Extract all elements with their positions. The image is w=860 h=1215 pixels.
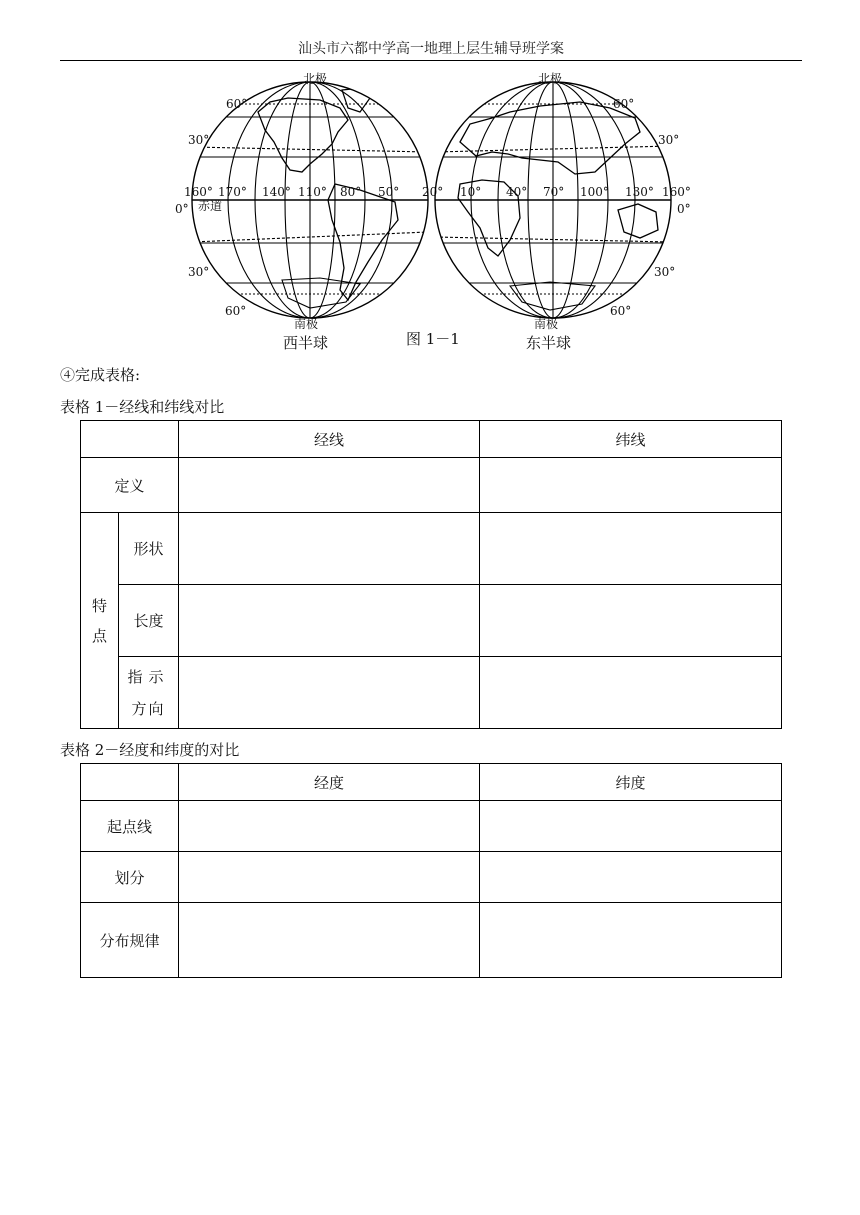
west-lon-label: 20° [422,185,444,199]
table-corner-cell [81,421,179,458]
table-row [81,585,782,657]
table-row [81,458,782,513]
table-row [81,421,782,458]
east-lon-label: 160° [662,185,691,199]
table-row [81,903,782,978]
west-lon-label: 80° [340,185,362,199]
row-label-shape: 形状 [119,513,179,585]
west-lon-label: 140° [262,185,291,199]
east-lat-label: 30° [654,265,676,279]
east-lat-label: 60° [610,304,632,318]
east-north-pole: 北极 [538,72,563,86]
row-label-direction-line1: 指示 [127,667,170,686]
answer-cell[interactable] [179,585,480,657]
answer-cell[interactable] [480,585,782,657]
east-lat-label: 0° [677,202,691,216]
answer-cell[interactable] [179,458,480,513]
east-lat-label: 60° [613,97,635,111]
row-label-direction-line2: 方向 [131,699,166,718]
answer-cell[interactable] [179,801,480,852]
answer-cell[interactable] [179,513,480,585]
answer-cell[interactable] [179,852,480,903]
west-lon-label: 160° [184,185,213,199]
table-meridian-parallel [80,420,782,729]
hemisphere-map [170,72,700,362]
table-row [81,764,782,801]
answer-cell[interactable] [179,657,480,729]
row-label-division: 划分 [81,852,179,903]
west-lon-label: 50° [378,185,400,199]
row-label-direction [119,657,179,729]
table-corner-cell [81,764,179,801]
west-south-pole: 南极 [294,317,319,331]
table1-title: 表格 1－经线和纬线对比 [60,398,225,416]
page-header: 汕头市六都中学高一地理上层生辅导班学案 [298,41,564,57]
row-label-origin-line: 起点线 [81,801,179,852]
col-header-longitude: 经度 [179,764,480,801]
table-row [81,852,782,903]
west-north-pole: 北极 [303,72,328,86]
west-lat-label: 30° [188,265,210,279]
row-label-length: 长度 [119,585,179,657]
row-label-definition: 定义 [81,458,179,513]
figure-caption: 图 1－1 [406,330,460,348]
equator-label: 赤道 [198,199,223,213]
col-header-meridian: 经线 [179,421,480,458]
east-lon-label: 100° [580,185,609,199]
table-row [81,657,782,729]
west-lat-label: 30° [188,133,210,147]
answer-cell[interactable] [480,903,782,978]
answer-cell[interactable] [480,657,782,729]
west-lat-label: 60° [226,97,248,111]
east-hemisphere-name: 东半球 [526,334,572,352]
east-lon-label: 130° [625,185,654,199]
answer-cell[interactable] [480,458,782,513]
east-lon-label: 10° [460,185,482,199]
west-lon-label: 170° [218,185,247,199]
col-header-parallel: 纬线 [480,421,782,458]
header-rule [60,60,802,61]
east-lon-label: 40° [506,185,528,199]
east-hemisphere [435,72,691,352]
east-lat-label: 30° [658,133,680,147]
west-hemisphere [175,72,443,352]
answer-cell[interactable] [480,513,782,585]
west-hemisphere-name: 西半球 [283,334,329,352]
answer-cell[interactable] [480,801,782,852]
col-header-latitude: 纬度 [480,764,782,801]
east-south-pole: 南极 [534,317,559,331]
table-longitude-latitude [80,763,782,978]
east-lon-label: 70° [543,185,565,199]
answer-cell[interactable] [179,903,480,978]
row-group-label: 特点 [92,596,108,645]
instruction-text: ④完成表格: [60,366,141,384]
answer-cell[interactable] [480,852,782,903]
row-label-distribution: 分布规律 [81,903,179,978]
table-row [81,513,782,585]
west-lat-label: 60° [225,304,247,318]
hemisphere-figure [170,72,700,362]
row-group-features [81,513,119,729]
west-lat-label: 0° [175,202,189,216]
table2-title: 表格 2－经度和纬度的对比 [60,741,240,759]
west-lon-label: 110° [298,185,327,199]
table-row [81,801,782,852]
